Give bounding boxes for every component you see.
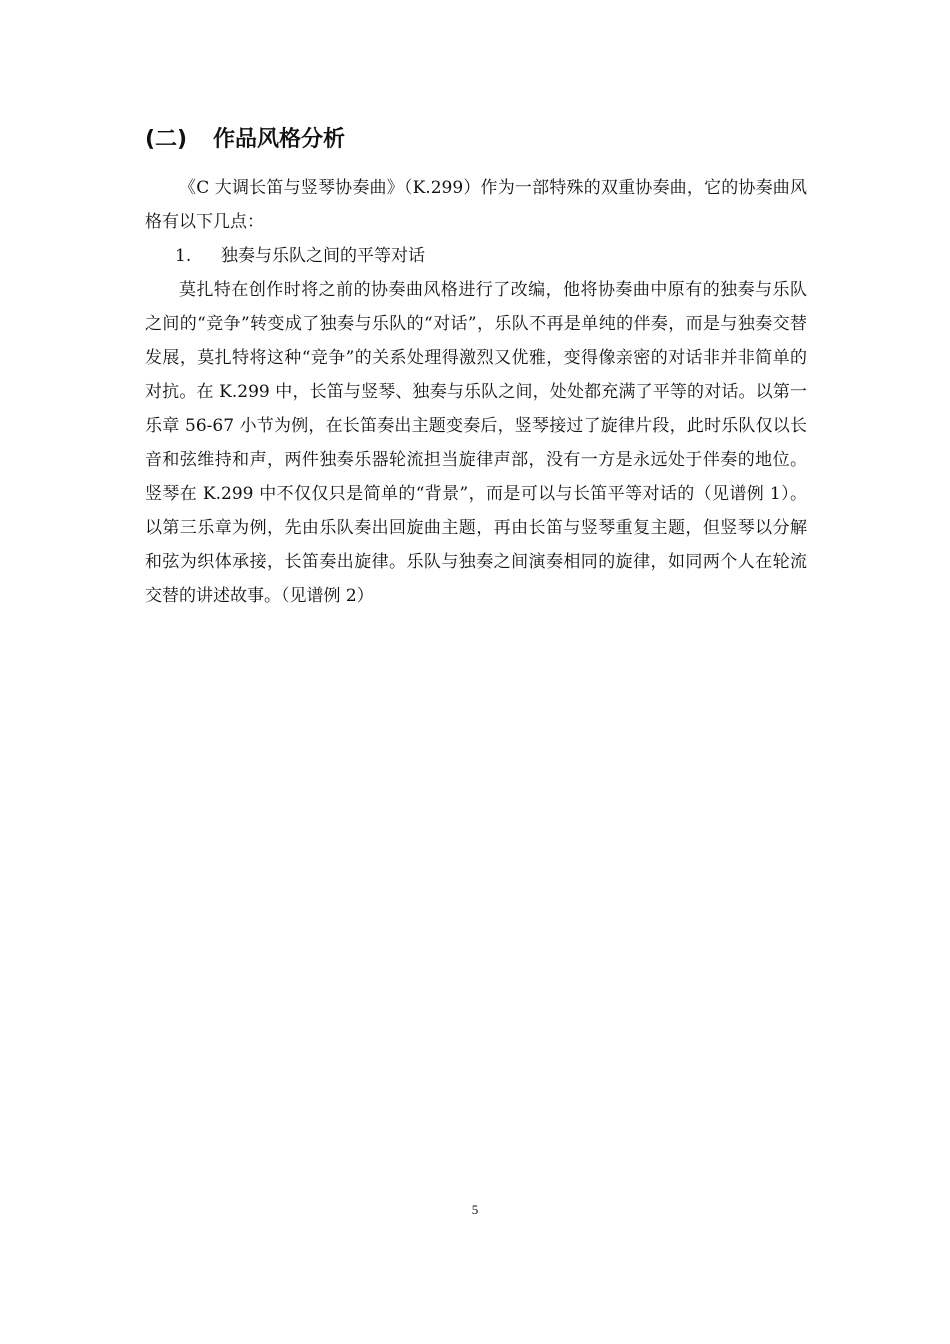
section-heading xyxy=(145,123,345,157)
list-item-text: 独奏与乐队之间的平等对话 xyxy=(221,246,425,266)
body-text xyxy=(145,171,807,613)
section-title: 作品风格分析 xyxy=(213,127,346,152)
intro-paragraph: 《C 大调长笛与竖琴协奏曲》（K.299）作为一部特殊的双重协奏曲，它的协奏曲风格有以下几点： xyxy=(145,178,807,232)
list-item xyxy=(145,239,807,273)
page-number: 5 xyxy=(471,1202,479,1217)
main-paragraph: 莫扎特在创作时将之前的协奏曲风格进行了改编，他将协奏曲中原有的独奏与乐队之间的“竞争”转变成了独奏与乐队的“对话”，乐队不再是单纯的伴奏，而是与独奏交替发展，莫扎特将这种“竞争”的关系处理得激烈又优雅，变得像亲密的对话非并非简单的对抗。在 K.299 中，长笛与竖琴、独奏与乐队之间，处处都充满了平等的对话。以第一乐章 56-67 小节为例，在长笛奏出主题变奏后，竖琴接过了旋律片段，此时乐队仅以长音和弦维持和声，两件独奏乐器轮流担当旋律声部，没有一方是永远处于伴奏的地位。竖琴在 K.299 中不仅仅只是简单的“背景”，而是可以与长笛平等对话的（见谱例 1）。以第三乐章为例，先由乐队奏出回旋曲主题，再由长笛与竖琴重复主题，但竖琴以分解和弦为织体承接，长笛奏出旋律。乐队与独奏之间演奏相同的旋律，如同两个人在轮流交替的讲述故事。（见谱例 2） xyxy=(145,280,807,606)
section-number: (二) xyxy=(145,127,188,152)
list-item-number: 1. xyxy=(175,246,192,266)
